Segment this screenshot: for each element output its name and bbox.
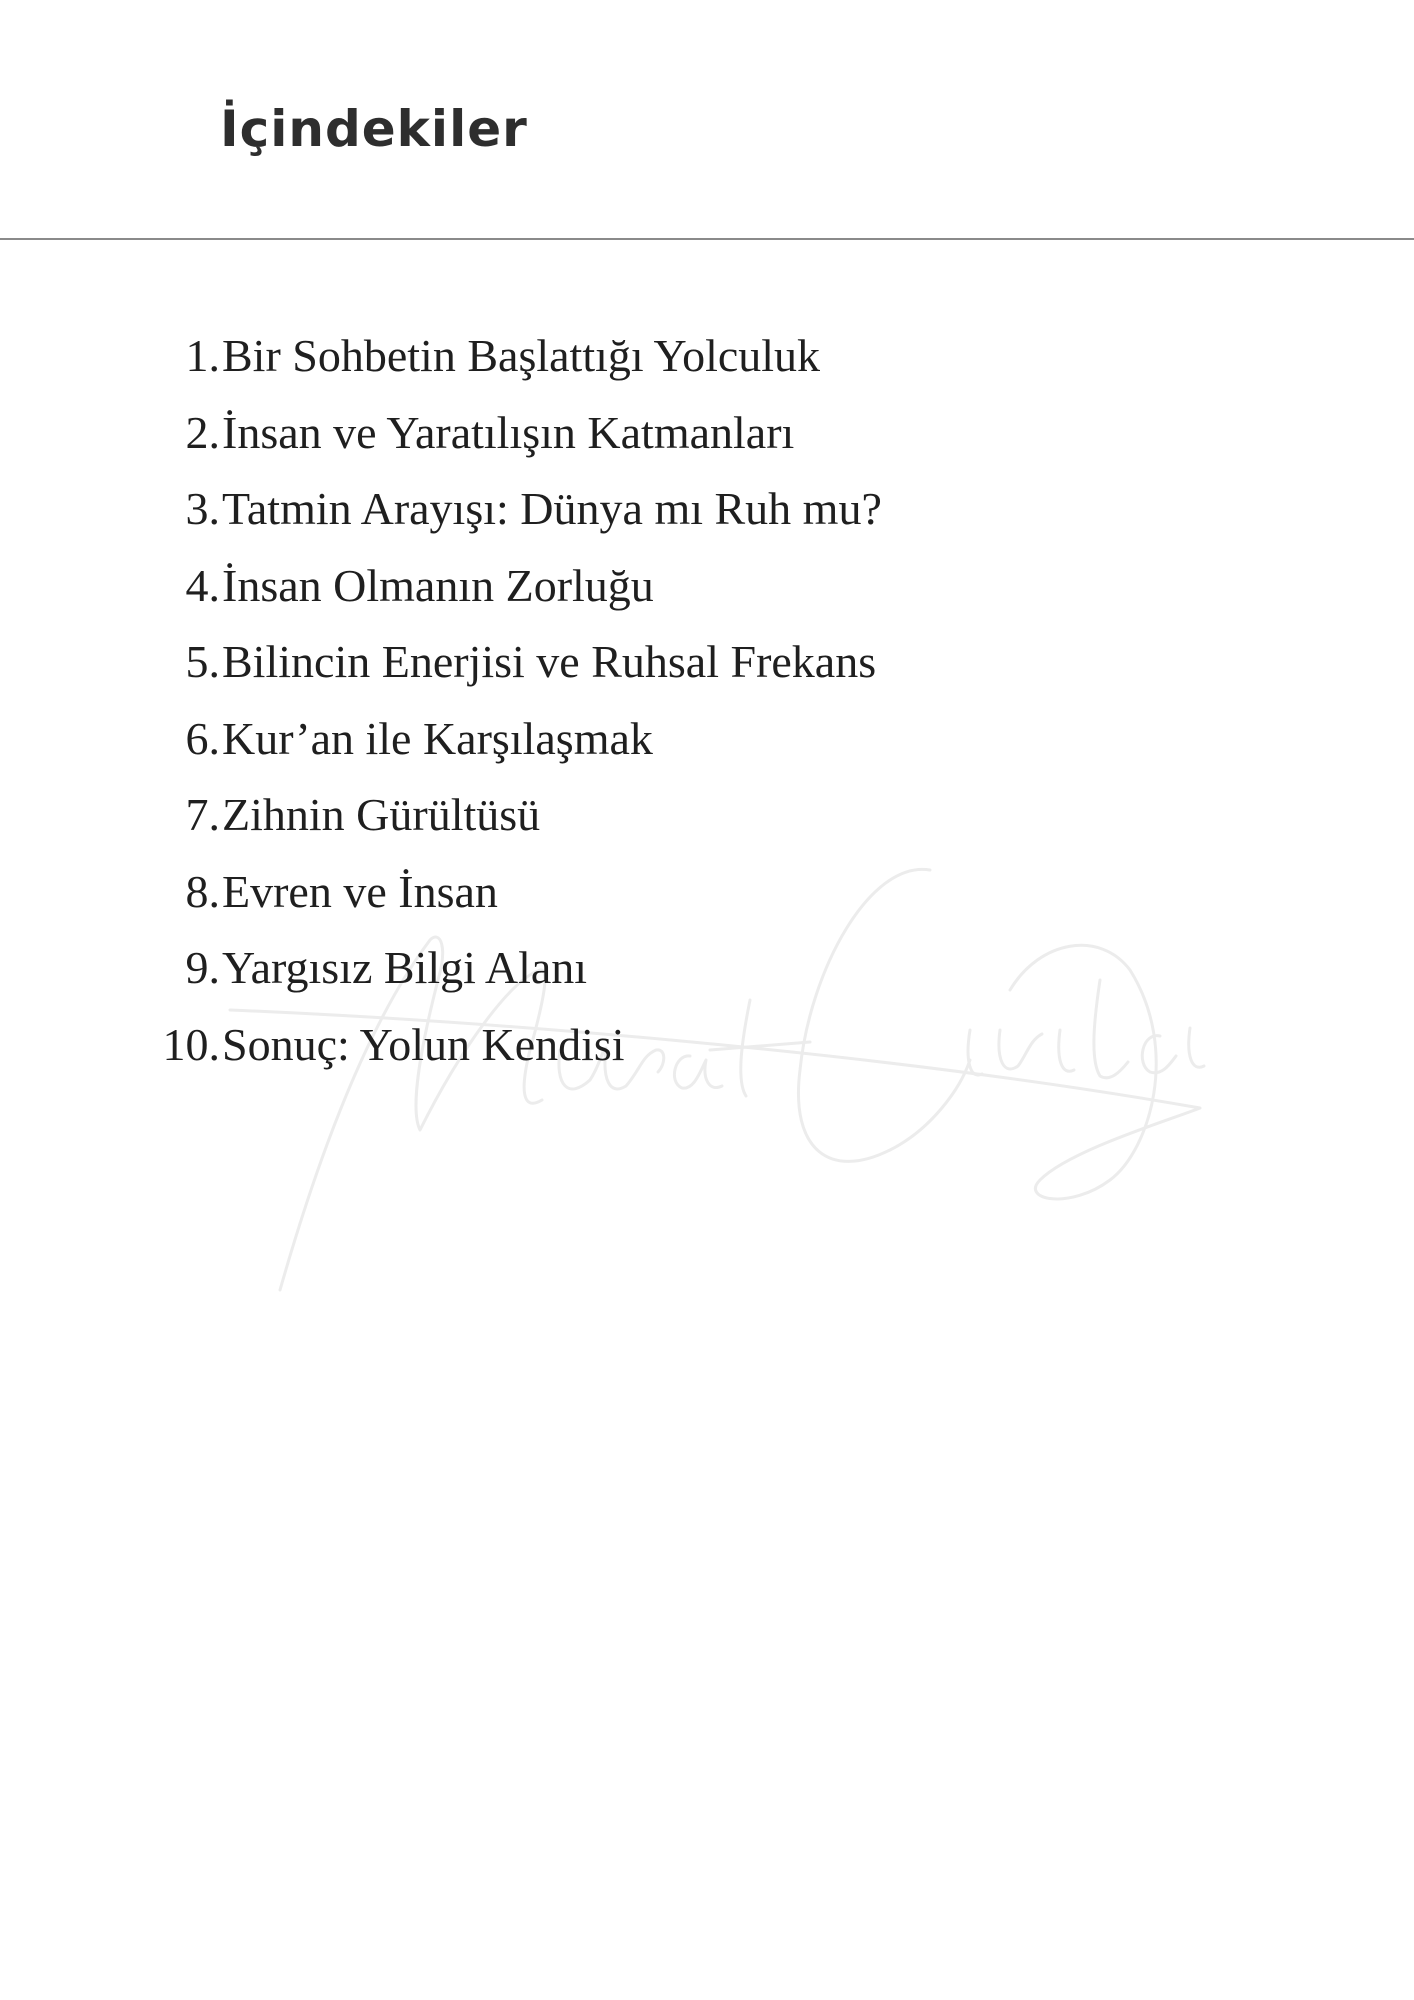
toc-item[interactable]: [140, 330, 882, 410]
toc-item-title: Zihnin Gürültüsü: [222, 789, 541, 840]
toc-item-number: 10.: [162, 1018, 220, 1070]
toc-item-title: Tatmin Arayışı: Dünya mı Ruh mu?: [222, 483, 882, 534]
table-of-contents: [140, 330, 882, 1098]
toc-item[interactable]: [140, 865, 882, 946]
toc-item-number: 6.: [185, 712, 220, 764]
toc-item-title: Sonuç: Yolun Kendisi: [222, 1018, 625, 1070]
toc-item-number: 9.: [185, 942, 220, 993]
toc-item-number: 3.: [185, 483, 220, 534]
toc-item[interactable]: [140, 636, 882, 716]
header-divider: [0, 238, 1414, 240]
toc-item-number: 8.: [185, 865, 220, 917]
toc-item-number: 4.: [185, 559, 220, 611]
toc-item-title: Yargısız Bilgi Alanı: [222, 942, 588, 993]
toc-item-number: 1.: [185, 330, 220, 381]
toc-item-title: Bilincin Enerjisi ve Ruhsal Frekans: [222, 636, 877, 687]
toc-item[interactable]: [140, 789, 882, 869]
toc-item[interactable]: [140, 1018, 882, 1099]
toc-item[interactable]: [140, 712, 882, 793]
toc-item[interactable]: [140, 483, 882, 563]
toc-item-title: Bir Sohbetin Başlattığı Yolculuk: [222, 330, 821, 381]
toc-item[interactable]: [140, 942, 882, 1022]
toc-item-title: İnsan ve Yaratılışın Katmanları: [222, 406, 795, 458]
toc-item-number: 2.: [185, 406, 220, 458]
toc-item[interactable]: [140, 406, 882, 487]
toc-item[interactable]: [140, 559, 882, 640]
toc-item-number: 7.: [185, 789, 220, 840]
toc-item-title: Kur’an ile Karşılaşmak: [222, 712, 653, 764]
page-title: İçindekiler: [220, 100, 528, 158]
toc-item-number: 5.: [185, 636, 220, 687]
toc-item-title: Evren ve İnsan: [222, 865, 498, 917]
toc-item-title: İnsan Olmanın Zorluğu: [222, 559, 654, 611]
